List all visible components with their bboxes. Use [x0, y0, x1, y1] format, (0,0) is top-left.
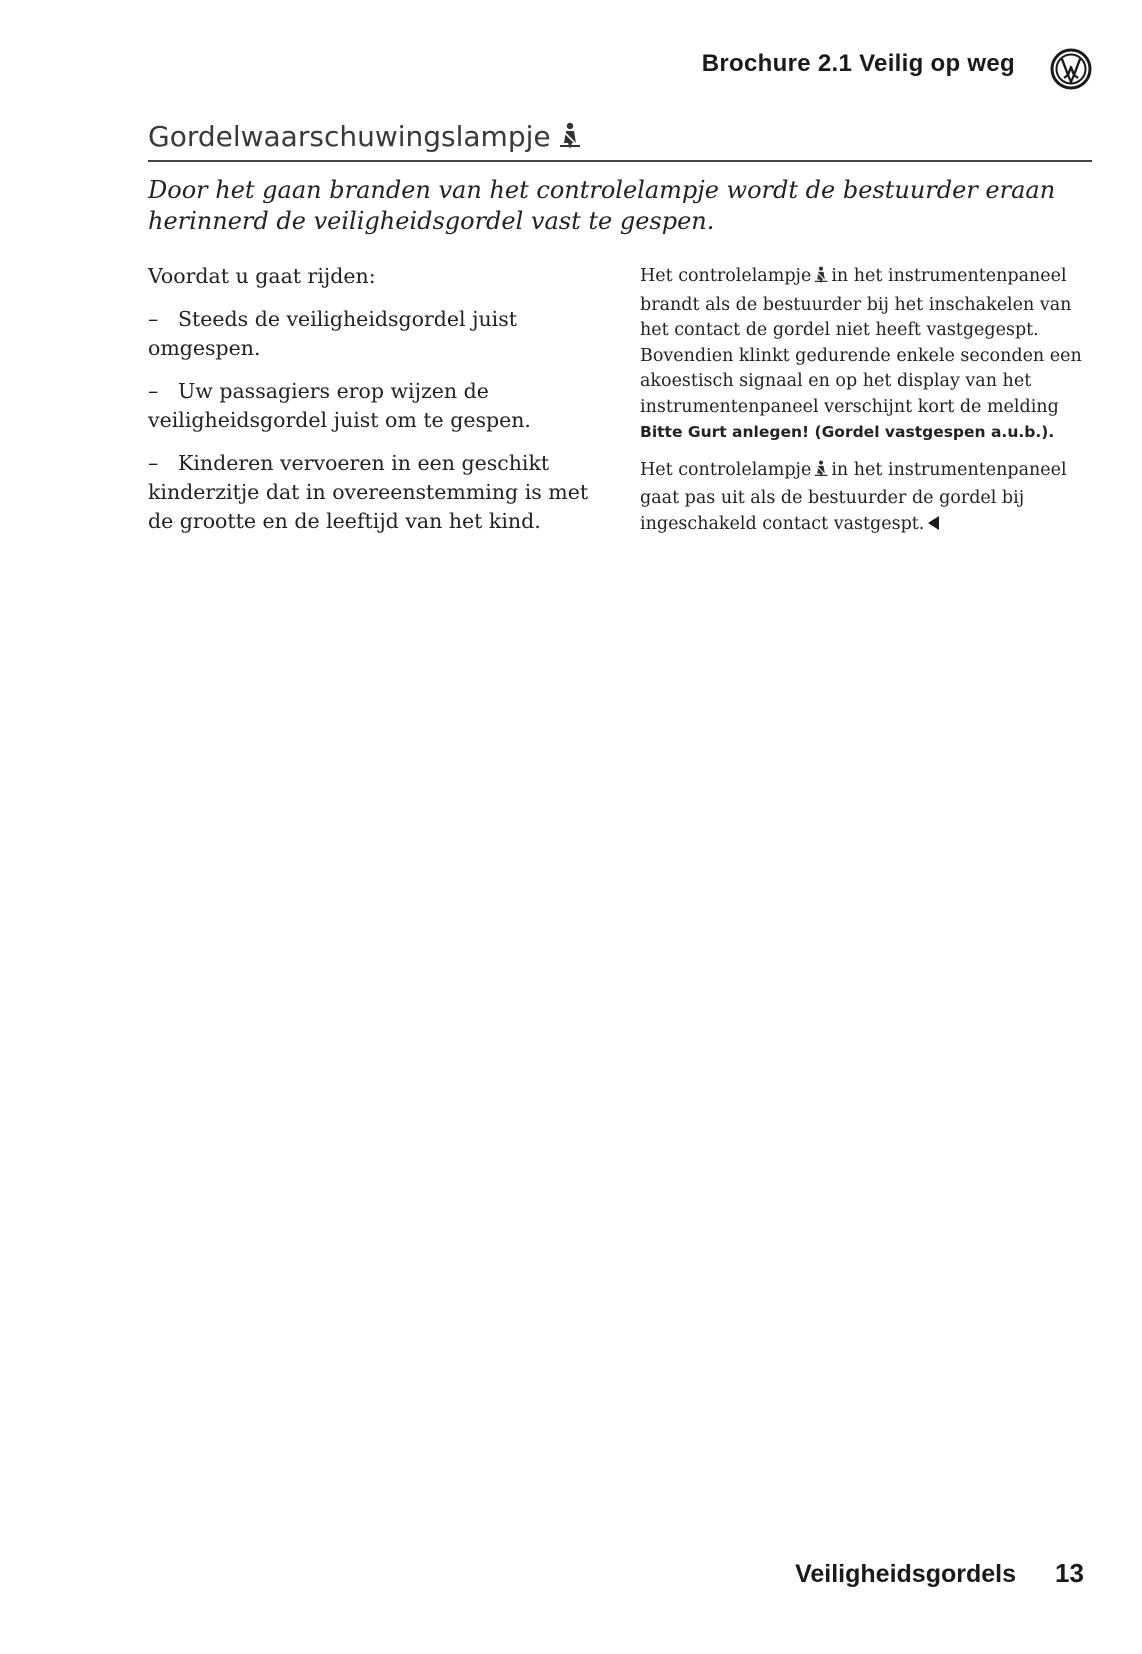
right-column — [640, 264, 1100, 549]
end-of-section-triangle-icon — [928, 516, 939, 530]
section-divider — [148, 160, 1092, 162]
list-item — [148, 305, 608, 363]
paragraph-start: Het controlelampje — [640, 266, 812, 286]
lead-text: Voordat u gaat rijden: — [148, 264, 376, 288]
dash-marker: – — [148, 307, 159, 331]
intro-text: Door het gaan branden van het controlelampje wordt de bestuurder eraan herinnerd de veiligheidsgordel vast te gespen. — [148, 176, 1056, 235]
list-item-text: Steeds de veiligheidsgordel juist omgespen. — [148, 307, 517, 360]
seatbelt-warning-icon — [559, 122, 581, 157]
seatbelt-warning-icon — [814, 460, 828, 487]
seatbelt-warning-icon — [814, 266, 828, 293]
section-title — [148, 120, 581, 157]
list-item — [148, 377, 608, 435]
list-item-text: Uw passagiers erop wijzen de veiligheidsgordel juist om te gespen. — [148, 379, 531, 432]
section-title-text: Gordelwaarschuwingslampje — [148, 120, 551, 153]
paragraph — [640, 458, 1100, 538]
paragraph — [640, 264, 1100, 446]
footer-title: Veiligheidsgordels — [795, 1560, 1016, 1588]
dash-marker: – — [148, 451, 159, 475]
paragraph-rest: in het instrumentenpaneel gaat pas uit als de bestuurder de gordel bij ingeschakeld contact vastgespt. — [640, 459, 1067, 534]
paragraph-rest: in het instrumentenpaneel brandt als de bestuurder bij het inschakelen van het contact de gordel niet heeft vastgegespt. Bovendien klinkt gedurende enkele seconden een akoestisch signaal en op het display van het instrumentenpaneel verschijnt kort de melding — [640, 266, 1082, 417]
header-title: Brochure 2.1 Veilig op weg — [701, 50, 1015, 77]
list-item — [148, 449, 608, 536]
display-message: Bitte Gurt anlegen! (Gordel vastgespen a.u.b.). — [640, 423, 1055, 441]
page-number: 13 — [1055, 1558, 1084, 1588]
vw-logo-icon — [1050, 48, 1092, 90]
paragraph-start: Het controlelampje — [640, 459, 812, 480]
dash-marker: – — [148, 379, 159, 403]
list-item-text: Kinderen vervoeren in een geschikt kinderzitje dat in overeenstemming is met de grootte en de leeftijd van het kind. — [148, 451, 589, 533]
left-column — [148, 262, 608, 550]
